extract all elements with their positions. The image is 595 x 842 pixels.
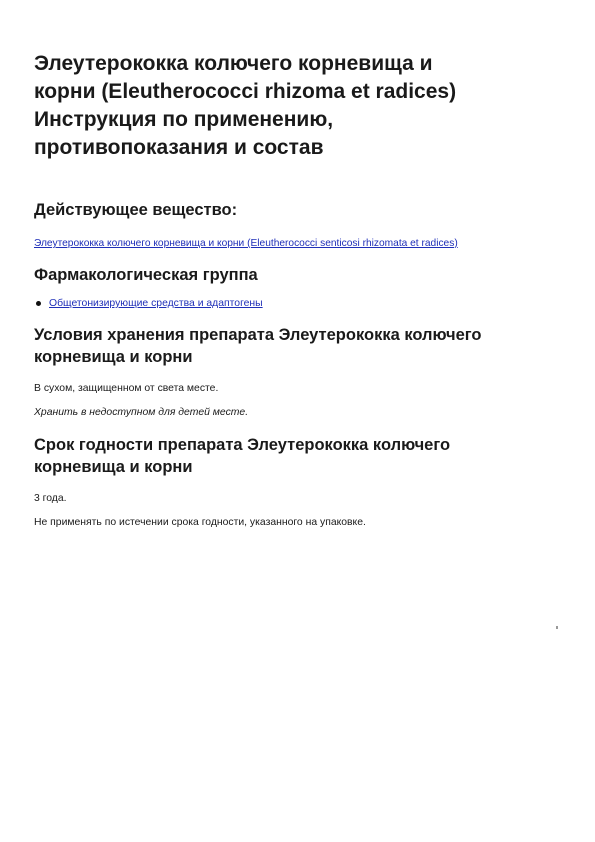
shelf-life-heading-line: Срок годности препарата Элеутерококка колючего xyxy=(34,436,451,454)
shelf-life-heading-line: корневища и корни xyxy=(34,458,193,476)
pharm-group-heading: Фармакологическая группа xyxy=(34,266,258,284)
page-title-line: Элеутерококка колючего корневища и xyxy=(34,52,433,75)
pharm-group-list xyxy=(34,297,564,311)
document-page xyxy=(34,50,564,530)
shelf-life-value: 3 года. xyxy=(34,493,67,504)
page-title-line: Инструкция по применению, xyxy=(34,108,334,131)
storage-text: В сухом, защищенном от света месте. xyxy=(34,383,219,394)
list-item xyxy=(49,297,564,311)
page-title-line: корни (Eleutherococci rhizoma et radices) xyxy=(34,80,457,103)
storage-note: Хранить в недоступном для детей месте. xyxy=(34,407,249,418)
page-title-line: противопоказания и состав xyxy=(34,136,324,159)
shelf-life-heading xyxy=(34,434,564,478)
page-mark xyxy=(556,626,558,629)
shelf-life-note: Не применять по истечении срока годности, указанного на упаковке. xyxy=(34,517,366,528)
active-substance-heading: Действующее вещество: xyxy=(34,201,238,219)
storage-heading xyxy=(34,324,564,368)
storage-heading-line: Условия хранения препарата Элеутерококка колючего xyxy=(34,326,482,344)
bullet-icon xyxy=(36,301,41,306)
active-substance-link[interactable]: Элеутерококка колючего корневища и корни (Eleutherococci senticosi rhizomata et radices) xyxy=(34,238,458,249)
pharm-group-link[interactable]: Общетонизирующие средства и адаптогены xyxy=(49,298,263,309)
storage-heading-line: корневища и корни xyxy=(34,348,193,366)
page-title xyxy=(34,50,564,162)
